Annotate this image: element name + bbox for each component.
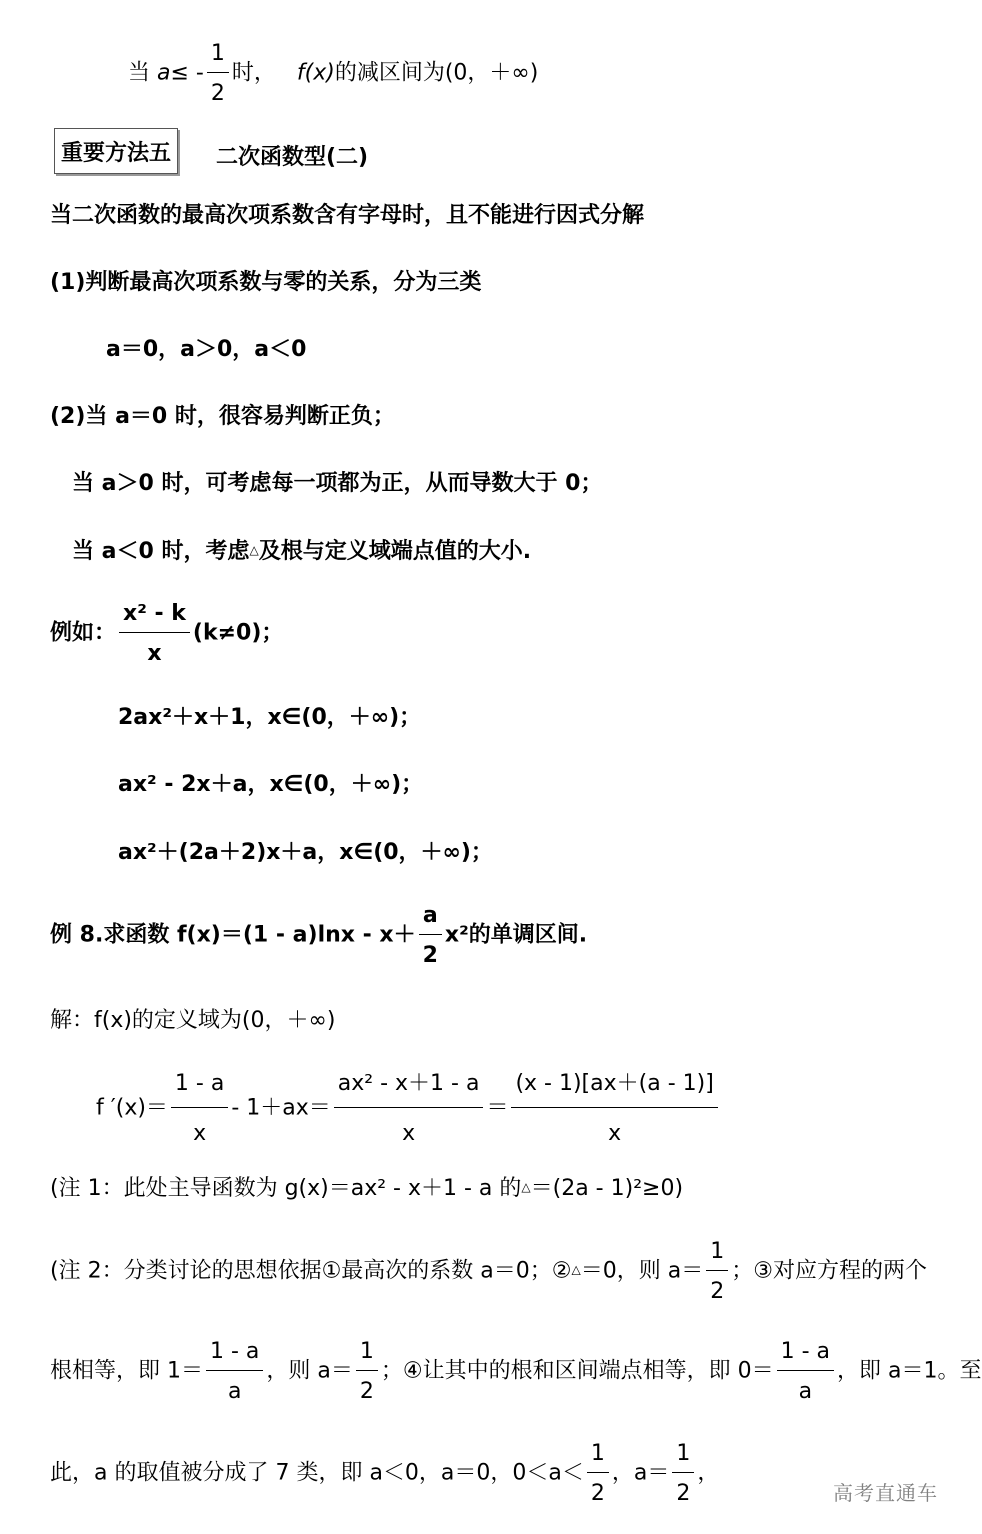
fraction-example xyxy=(119,602,190,665)
step1-text: (1)判断最高次项系数与零的关系，分为三类 xyxy=(50,270,482,295)
note2-l2-b: ，则 a＝ xyxy=(266,1358,353,1384)
note1-pre: (注 1：此处主导函数为 g(x)＝ax² - x＋1 - a 的 xyxy=(50,1176,522,1201)
step2-line3 xyxy=(72,541,531,563)
note2-l3-b: ，a＝ xyxy=(611,1460,670,1486)
frac-den: 2 xyxy=(210,81,225,107)
result-text: 的减区间为(0，＋∞) xyxy=(334,60,539,86)
triangle-icon: △ xyxy=(521,1180,531,1194)
note-2-line2 xyxy=(50,1340,982,1403)
example-1: 2ax²＋x＋1，x∈(0，＋∞)； xyxy=(118,705,422,730)
note2-l2-c: ；④让其中的根和区间端点相等，即 0＝ xyxy=(380,1358,774,1384)
frac-den: 2 xyxy=(359,1379,374,1405)
method-box-label: 重要方法五 xyxy=(54,128,178,174)
fraction-half xyxy=(672,1442,694,1505)
note2-l1-c: ；③对应方程的两个 xyxy=(731,1258,927,1284)
step2-line3-post: 及根与定义域端点值的大小. xyxy=(258,539,532,564)
frac-den: x xyxy=(608,1121,622,1147)
step2-line3-pre: 当 a＜0 时，考虑 xyxy=(72,539,250,564)
frac-num: 1 xyxy=(587,1442,609,1473)
example-8 xyxy=(50,904,587,967)
fraction-a-over-2 xyxy=(419,904,442,967)
frac-num: (x - 1)[ax＋(a - 1)] xyxy=(511,1072,717,1108)
frac-num: 1 xyxy=(706,1240,728,1271)
note2-l2-a: 根相等，即 1＝ xyxy=(50,1358,203,1384)
watermark: 高考直通车 xyxy=(833,1481,938,1505)
note-2-line3 xyxy=(50,1442,719,1505)
example-2: ax² - 2x＋a，x∈(0，＋∞)； xyxy=(118,772,424,797)
deriv-lhs: f ′(x)＝ xyxy=(96,1095,168,1121)
cond-op: ≤ - xyxy=(170,60,204,86)
method-title: 二次函数型(二) xyxy=(216,145,369,170)
fraction-half xyxy=(356,1340,378,1403)
triangle-icon: △ xyxy=(249,543,259,557)
examples-label: 例如： xyxy=(50,620,117,646)
frac-den: a xyxy=(227,1379,242,1405)
note-1 xyxy=(50,1178,683,1200)
frac-num: 1 - a xyxy=(206,1340,263,1371)
frac-num: a xyxy=(419,904,442,935)
examples-first xyxy=(50,602,283,665)
note-2-line1 xyxy=(50,1240,927,1303)
step2-line1: (2)当 a＝0 时，很容易判断正负； xyxy=(50,404,395,429)
derivative-line xyxy=(96,1072,721,1145)
cond-var: a xyxy=(157,60,171,86)
frac-num: 1 - a xyxy=(171,1072,228,1108)
frac-num: 1 xyxy=(207,42,229,73)
frac-num: 1 xyxy=(356,1340,378,1371)
frac-den: 2 xyxy=(590,1481,605,1507)
deriv-mid: - 1＋ax＝ xyxy=(231,1095,331,1121)
example8-post: x²的单调区间. xyxy=(444,922,588,948)
frac-den: a xyxy=(798,1379,813,1405)
note2-l3-a: 此，a 的取值被分成了 7 类，即 a＜0，a＝0，0＜a＜ xyxy=(50,1460,584,1486)
deriv-eq: ＝ xyxy=(486,1095,509,1121)
solution-line1: 解：f(x)的定义域为(0，＋∞) xyxy=(50,1008,336,1033)
frac-den: 2 xyxy=(710,1279,725,1305)
fraction-3 xyxy=(511,1072,717,1145)
frac-cond: (k≠0)； xyxy=(192,620,284,646)
note2-l2-d: ，即 a＝1。至 xyxy=(837,1358,982,1384)
fraction-half xyxy=(587,1442,609,1505)
intro-text: 当二次函数的最高次项系数含有字母时，且不能进行因式分解 xyxy=(50,203,645,228)
fx-text: f(x) xyxy=(296,60,335,86)
frac-num: 1 xyxy=(672,1442,694,1473)
frac-den: 2 xyxy=(422,943,438,969)
frac-den: x xyxy=(193,1121,207,1147)
frac-num: x² - k xyxy=(119,602,190,633)
triangle-icon: △ xyxy=(571,1262,581,1277)
fraction-half xyxy=(207,42,229,105)
frac-den: 2 xyxy=(676,1481,691,1507)
frac-den: x xyxy=(402,1121,416,1147)
fraction-1-a-over-a xyxy=(206,1340,263,1403)
example8-pre: 例 8.求函数 f(x)＝(1 - a)lnx - x＋ xyxy=(50,922,416,948)
note2-l1-b: ＝0，则 a＝ xyxy=(580,1258,704,1284)
fraction-1 xyxy=(171,1072,228,1145)
fraction-1-a-over-a xyxy=(777,1340,834,1403)
when-text: 当 xyxy=(128,60,151,86)
note1-post: ＝(2a - 1)²≥0) xyxy=(530,1176,684,1201)
fraction-2 xyxy=(334,1072,484,1145)
step1-cases: a＝0，a＞0，a＜0 xyxy=(106,337,307,362)
frac-num: ax² - x＋1 - a xyxy=(334,1072,484,1108)
line-top xyxy=(128,42,538,105)
note2-l1-a: (注 2：分类讨论的思想依据①最高次的系数 a＝0；② xyxy=(50,1258,572,1284)
frac-num: 1 - a xyxy=(777,1340,834,1371)
frac-den: x xyxy=(147,641,162,667)
fraction-half xyxy=(706,1240,728,1303)
note2-l3-c: ， xyxy=(697,1460,720,1486)
example-3: ax²＋(2a＋2)x＋a，x∈(0，＋∞)； xyxy=(118,840,493,865)
after-text: 时， xyxy=(231,60,276,86)
step2-line2: 当 a＞0 时，可考虑每一项都为正，从而导数大于 0； xyxy=(72,471,603,496)
